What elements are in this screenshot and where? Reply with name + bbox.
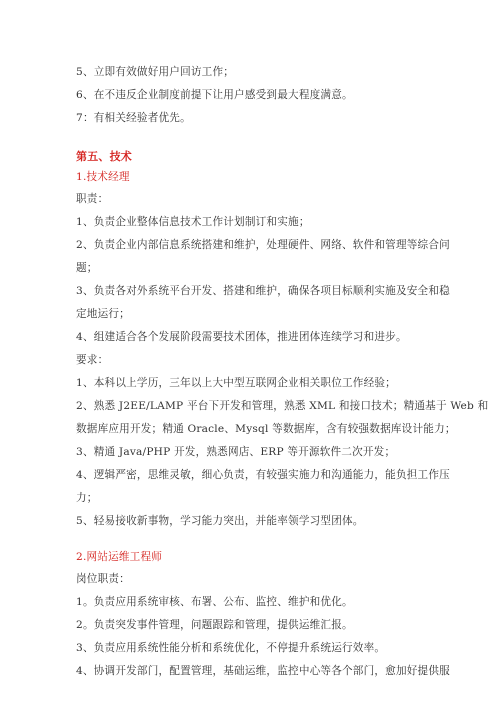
text-line: 职责： [76,193,109,205]
text-line: 3、负责各对外系统平台开发、搭建和维护，确保各项目标顺利实施及安全和稳 [76,285,450,297]
text-line: 7：有相关经验者优先。 [76,112,191,124]
subsection-heading: 1.技术经理 [76,171,130,183]
text-line: 1、本科以上学历，三年以上大中型互联网企业相关职位工作经验； [76,377,396,389]
section-heading: 第五、技术 [76,150,132,163]
text-line: 2、熟悉 J2EE/LAMP 平台下开发和管理，熟悉 XML 和接口技术；精通基于 Web 和 [76,400,489,412]
text-line: 3、负责应用系统性能分析和系统优化，不停提升系统运行效率。 [76,642,386,654]
text-line: 岗位职责： [76,573,130,585]
text-line: 3、精通 Java/PHP 开发，熟悉网店、ERP 等开源软件二次开发； [76,446,396,458]
text-line: 题； [76,262,98,274]
text-line: 2。负责突发事件管理，问题跟踪和管理，提供运维汇报。 [76,619,353,631]
text-line: 数据库应用开发；精通 Oracle、Mysql 等数据库，含有较强数据库设计能力； [76,423,456,435]
text-line: 4、组建适合各个发展阶段需要技术团体，推进团体连续学习和进步。 [76,331,407,343]
text-line: 4、协调开发部门，配置管理，基础运维，监控中心等各个部门，愈加好提供服 [76,665,450,677]
text-line: 力； [76,492,98,504]
text-line: 要求： [76,354,109,366]
text-line: 4、逻辑严密，思维灵敏，细心负责，有较强实施力和沟通能力，能负担工作压 [76,469,450,481]
text-line: 1、负责企业整体信息技术工作计划制订和实施； [76,216,310,228]
text-line: 1。负责应用系统审核、布署、公布、监控、维护和优化。 [76,596,353,608]
text-line: 5、轻易接收新事物，学习能力突出，并能率领学习型团体。 [76,515,364,527]
text-line: 5、立即有效做好用户回访工作； [76,66,235,78]
text-line: 2、负责企业内部信息系统搭建和维护，处理硬件、网络、软件和管理等综合问 [76,239,450,251]
text-line: 定地运行； [76,308,130,320]
text-line: 6、在不违反企业制度前提下让用户感受到最大程度满意。 [76,89,353,101]
subsection-heading: 2.网站运维工程师 [76,551,163,563]
